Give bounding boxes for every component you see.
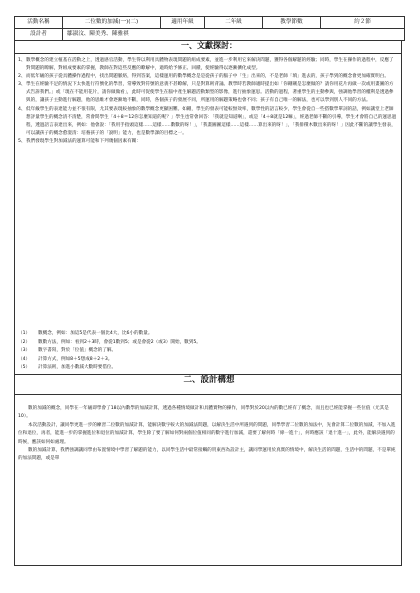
paragraph: 本次活動設計，讓同學更進一步的練習二位數的加減計算，能解決數字較大的加減法問題，以解決生活中所遇到的問題，同學學習二位數的加法中，先會計算二位數的加減，不加入進位和退位，再者，能進一步的掌握進位和退位的加減計算，學生除了要了解如何對兩個位值相同的數字進行加減，還要了解何時「條一進十」，何時應該「退十進一」，此外，能解決遇到的時候，應該如何如處理。 (18, 422, 396, 445)
list-item: 4、 低年級學生的表達能力並不很有限，尤其要表現較抽象的數學概念更顯困難。如剛，學生的發表可能較無效率，數學性的語言較少，學生會從自一些搭數學單詞的話，例如讓堂上老師想評量學生的概念清不清楚，常會問學生「4＋8＝12你怎麼知道的呢？」學生也常會回答：「我就是知道啊」，或是「4＋8就是12嘛」，經過老師不斷的引導，學生才會將自己的運思過程，透過語言表達出來，例如：他會說：「我用手指頭這樣……這樣……數數的呀！」，「我畫圖圖這樣……這樣……算出來的呀！」，「我排積木數出來的呀！」因此不斷的讓學生發表，可以讓孩子的概念愈澄清：培養孩子的「說明」能力，也是數學課的目標之一。 (18, 106, 398, 138)
factor-list (18, 330, 398, 373)
list-item: 3、 學生在經驗不足的情況下太快進行符號化的學習，常導致對符號的意義不甚瞭解，只是對算則背誦。教學時若教師適時提出如「你剛剛是怎麼做的？請你用花片再做一次或用畫圖的方式告訴我們。」或「現在不能用花片，請你做做看」，此時可促使學生在腦中產生解題活動類型的影像，進行抽象運思。活動的過程，著重學生的主動參與，強調他學習的權利是透過參與的，讓孩子主動進行解題，他的思維才會逐漸地不斷，同時，各個孩子的發展不同，所運用的解題策略也會不同；孩子有自己唯一的解法，也可以學到別人不同的方法。 (18, 81, 398, 105)
list-item-text: 我們發現學生對加減法的運算可能和下列幾個因素有關： (26, 138, 141, 144)
paragraph: 數的加減的概念，同學在一年級即學會了18以內數學的加減計算，透過各種情境做計和具體實物的操作，同學對於20以內的數已經有了概念，而且也已經能掌握一些位值（尤其是10）。 (18, 406, 389, 420)
literature-list (18, 57, 398, 146)
divider (14, 53, 402, 54)
design-text (18, 405, 398, 464)
info-row-activity (15, 17, 405, 29)
periods-label: 教學節數 (263, 17, 321, 29)
list-item: （3） 數字書寫，對於「位值」概念的了解。 (18, 348, 117, 353)
list-item-text: 低年級學生的表達能力並不很有限，尤其要表現較抽象的數學概念更顯困難。如剛，學生的發表可能較無效率，數學性的語言較少，學生會從自一些搭數學單詞的話，例如讓堂上老師想評量學生的概念清不清楚，常會問學生「4＋8＝12你怎麼知道的呢？」學生也常會回答：「我就是知道啊」，或是「4＋8就是12嘛」，經過老師不斷的引導，學生才會將自己的運思過程，透過語言表達出來，例如：他會說：「我用手指頭這樣……這樣……數數的呀！」，「我畫圖圖這樣……這樣……算出來的呀！」，「我排積木數出來的呀！」因此不斷的讓學生發表，可以讓孩子的概念愈澄清：培養孩子的「說明」能力，也是數學課的目標之一。 (26, 106, 397, 136)
list-item-text: 數字書寫，對於「位值」概念的了解。 (38, 348, 117, 353)
activity-label: 活動名稱 (15, 17, 63, 29)
grade-value: 二年級 (205, 17, 263, 29)
designer-label: 設計者 (15, 29, 63, 41)
section-title-literature: 一、文獻探討： (181, 41, 237, 50)
list-item: 1、 數學概念的建立植基在活動之上，透過感官活動，學生得以利用具體物表現問題的組成要素，並進一步利用它來解決問題，獲得各個解題的經驗；同時，學生在操作的過程中，反應了對問題的瞭解，對組成要素的掌握，教師在對這些反應的瞭解中，適時給予修正、回饋，使經驗得以逐漸擴化成型。 (18, 57, 398, 73)
list-item-text: 計算方式，例如8＋5想成8＋2＋3。 (38, 356, 113, 362)
list-item: 2、 而低年級的孩子從具體操作過程中，找出問題脈絡，得到答案，這樣運用的數學概念是是從孩子的腦子中「生」出來的，不是老師「填」進去的，孩子學到的概念會更加確實明白。 (18, 73, 398, 81)
grade-label: 適用年級 (161, 17, 205, 29)
list-item-text: 數概念，例如：加這5是代表一個比4大，比6小的數量。 (38, 331, 153, 336)
list-item: 5、 我們發現學生對加減法的運算可能和下列幾個因素有關： (18, 138, 398, 146)
list-item: （1） 數概念，例如：加這5是代表一個比4大，比6小的數量。 (18, 331, 153, 336)
list-item: （5） 計算法則，加進小數減大數時要借位。 (18, 365, 117, 370)
list-item-text: 而低年級的孩子從具體操作過程中，找出問題脈絡，得到答案，這樣運用的數學概念是是從孩子的腦子中「生」出來的，不是老師「填」進去的，孩子學到的概念會更加確實明白。 (26, 74, 389, 80)
divider (14, 394, 402, 395)
list-item: （2） 數數方法，例如：看到2＋3時，會從1數到5；或是會從2（或3）開始，數到5。 (18, 339, 201, 345)
list-item-text: 數學概念的建立植基在活動之上，透過感官活動，學生得以利用具體物表現問題的組成要素，並進一步利用它來解決問題，獲得各個解題的經驗；同時，學生在操作的過程中，反應了對問題的瞭解，對組成要素的掌握，教師在對這些反應的瞭解中，適時給予修正、回饋，使經驗得以逐漸擴化成型。 (26, 58, 394, 72)
list-item-text: 計算法則，加進小數減大數時要借位。 (38, 365, 117, 370)
activity-value: 二位數的加減(一)(二) (63, 17, 161, 29)
info-row-designer (15, 29, 405, 41)
periods-value: 約２節 (321, 17, 405, 29)
designer-value: 鄒淑汶、陳美秀、陳雅祺 (63, 29, 405, 41)
list-item: （4） 計算方式，例如8＋5想成8＋2＋3。 (18, 356, 113, 362)
paragraph: 數的加減計算，我們強調讓同學由布置情境中學習了解題的能力，以同學生活中最常接觸的買東西為設計主，讓同學運用於真實的情境中，解決生活的問題，生活中的問題，不是單純的加法問題，或是單 (18, 448, 396, 462)
activity-info-table (14, 16, 405, 41)
section-title-design: 二、設計構想 (183, 375, 235, 385)
list-item-text: 學生在經驗不足的情況下太快進行符號化的學習，常導致對符號的意義不甚瞭解，只是對算則背誦。教學時若教師適時提出如「你剛剛是怎麼做的？請你用花片再做一次或用畫圖的方式告訴我們。」或「現在不能用花片，請你做做看」，此時可促使學生在腦中產生解題活動類型的影像，進行抽象運思。活動的過程，著重學生的主動參與，強調他學習的權利是透過參與的，讓孩子主動進行解題，他的思維才會逐漸地不斷，同時，各個孩子的發展不同，所運用的解題策略也會不同；孩子有自己唯一的解法，也可以學到別人不同的方法。 (26, 82, 394, 104)
list-item-text: 數數方法，例如：看到2＋3時，會從1數到5；或是會從2（或3）開始，數到5。 (38, 339, 201, 345)
